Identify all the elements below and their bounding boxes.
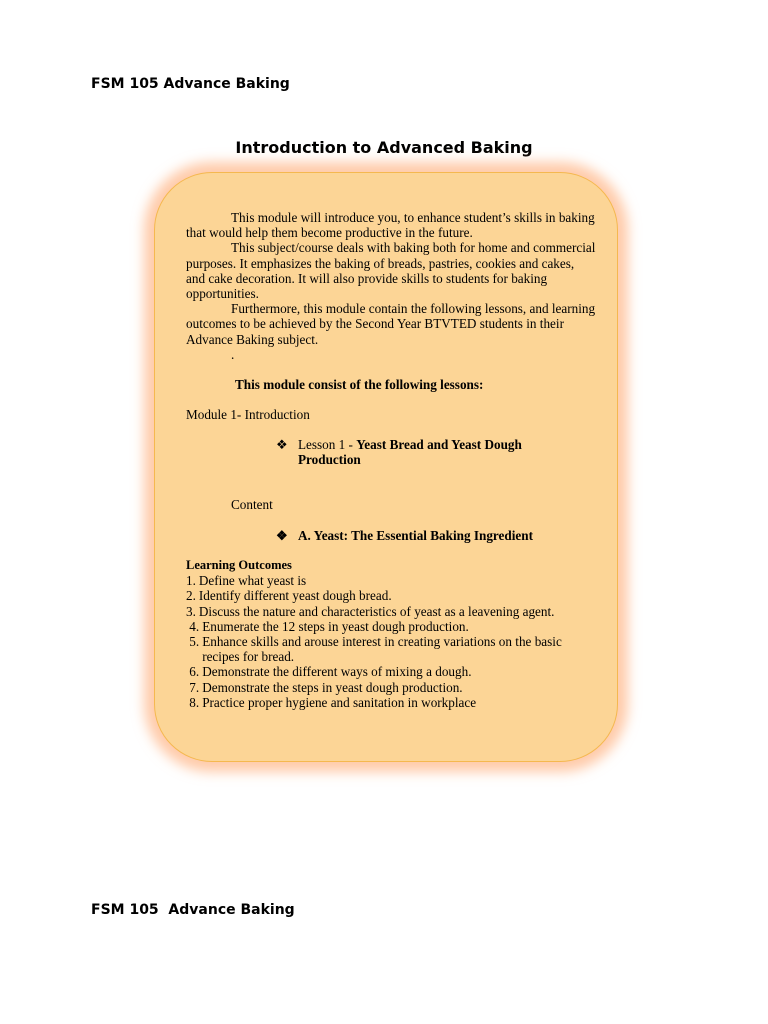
outcome-text: Identify different yeast dough bread. <box>198 588 392 604</box>
lesson-item <box>276 437 576 467</box>
outcome-text: Demonstrate the steps in yeast dough production. <box>202 679 463 695</box>
learning-outcomes <box>186 558 596 710</box>
outcome-text: Practice proper hygiene and sanitation in workplace <box>202 694 477 710</box>
outcome-number: 3. <box>186 603 196 619</box>
outcome-number: 4. <box>186 618 200 634</box>
outcome-item <box>186 634 596 664</box>
intro-paragraph-2: This subject/course deals with baking both for home and commercial purposes. It emphasizes the baking of breads, pastries, cookies and cakes, and cake decoration. It will also provide skills to students for baking opportunities. <box>186 240 596 302</box>
outcome-number: 1. <box>186 573 196 589</box>
diamond-bullet-icon: ❖ <box>276 437 288 452</box>
outcome-item <box>186 664 596 679</box>
outcome-item <box>186 695 596 710</box>
page-footer: FSM 105 Advance Baking <box>91 902 295 918</box>
intro-dot: . <box>231 346 235 362</box>
learning-outcomes-heading: Learning Outcomes <box>186 558 292 572</box>
lesson-prefix: Lesson 1 - <box>298 437 357 452</box>
outcome-item <box>186 619 596 634</box>
outcome-item <box>186 573 596 588</box>
outcome-text: Demonstrate the different ways of mixing a dough. <box>202 664 472 680</box>
outcome-item <box>186 680 596 695</box>
module-label: Module 1- Introduction <box>186 407 310 422</box>
diamond-bullet-icon: ❖ <box>276 528 288 543</box>
outcome-number: 7. <box>186 679 200 695</box>
lessons-heading: This module consist of the following lessons: <box>235 377 484 392</box>
content-item-text: A. Yeast: The Essential Baking Ingredient <box>298 528 533 543</box>
outcome-number: 6. <box>186 664 200 680</box>
page-title: Introduction to Advanced Baking <box>235 138 533 157</box>
outcome-item <box>186 588 596 603</box>
content-item <box>276 528 533 544</box>
outcome-text: Enhance skills and arouse interest in creating variations on the basic recipes for bread. <box>202 634 562 665</box>
outcome-number: 2. <box>186 588 196 604</box>
lesson-text <box>298 437 576 467</box>
outcome-text: Discuss the nature and characteristics of yeast as a leavening agent. <box>198 603 555 619</box>
content-label: Content <box>231 497 273 512</box>
page-header: FSM 105 Advance Baking <box>91 76 290 92</box>
lesson-title: Yeast Bread and Yeast Dough Production <box>298 437 522 468</box>
outcome-number: 8. <box>186 694 200 710</box>
outcome-text: Define what yeast is <box>198 573 307 589</box>
intro-text <box>186 210 596 362</box>
outcome-text: Enumerate the 12 steps in yeast dough production. <box>202 618 469 634</box>
outcome-item <box>186 604 596 619</box>
outcome-number: 5. <box>186 634 200 650</box>
intro-paragraph-3: Furthermore, this module contain the following lessons, and learning outcomes to be achieved by the Second Year BTVTED students in their Advance Baking subject. <box>186 301 596 347</box>
intro-paragraph-1: This module will introduce you, to enhance student’s skills in baking that would help them become productive in the future. <box>186 210 595 241</box>
